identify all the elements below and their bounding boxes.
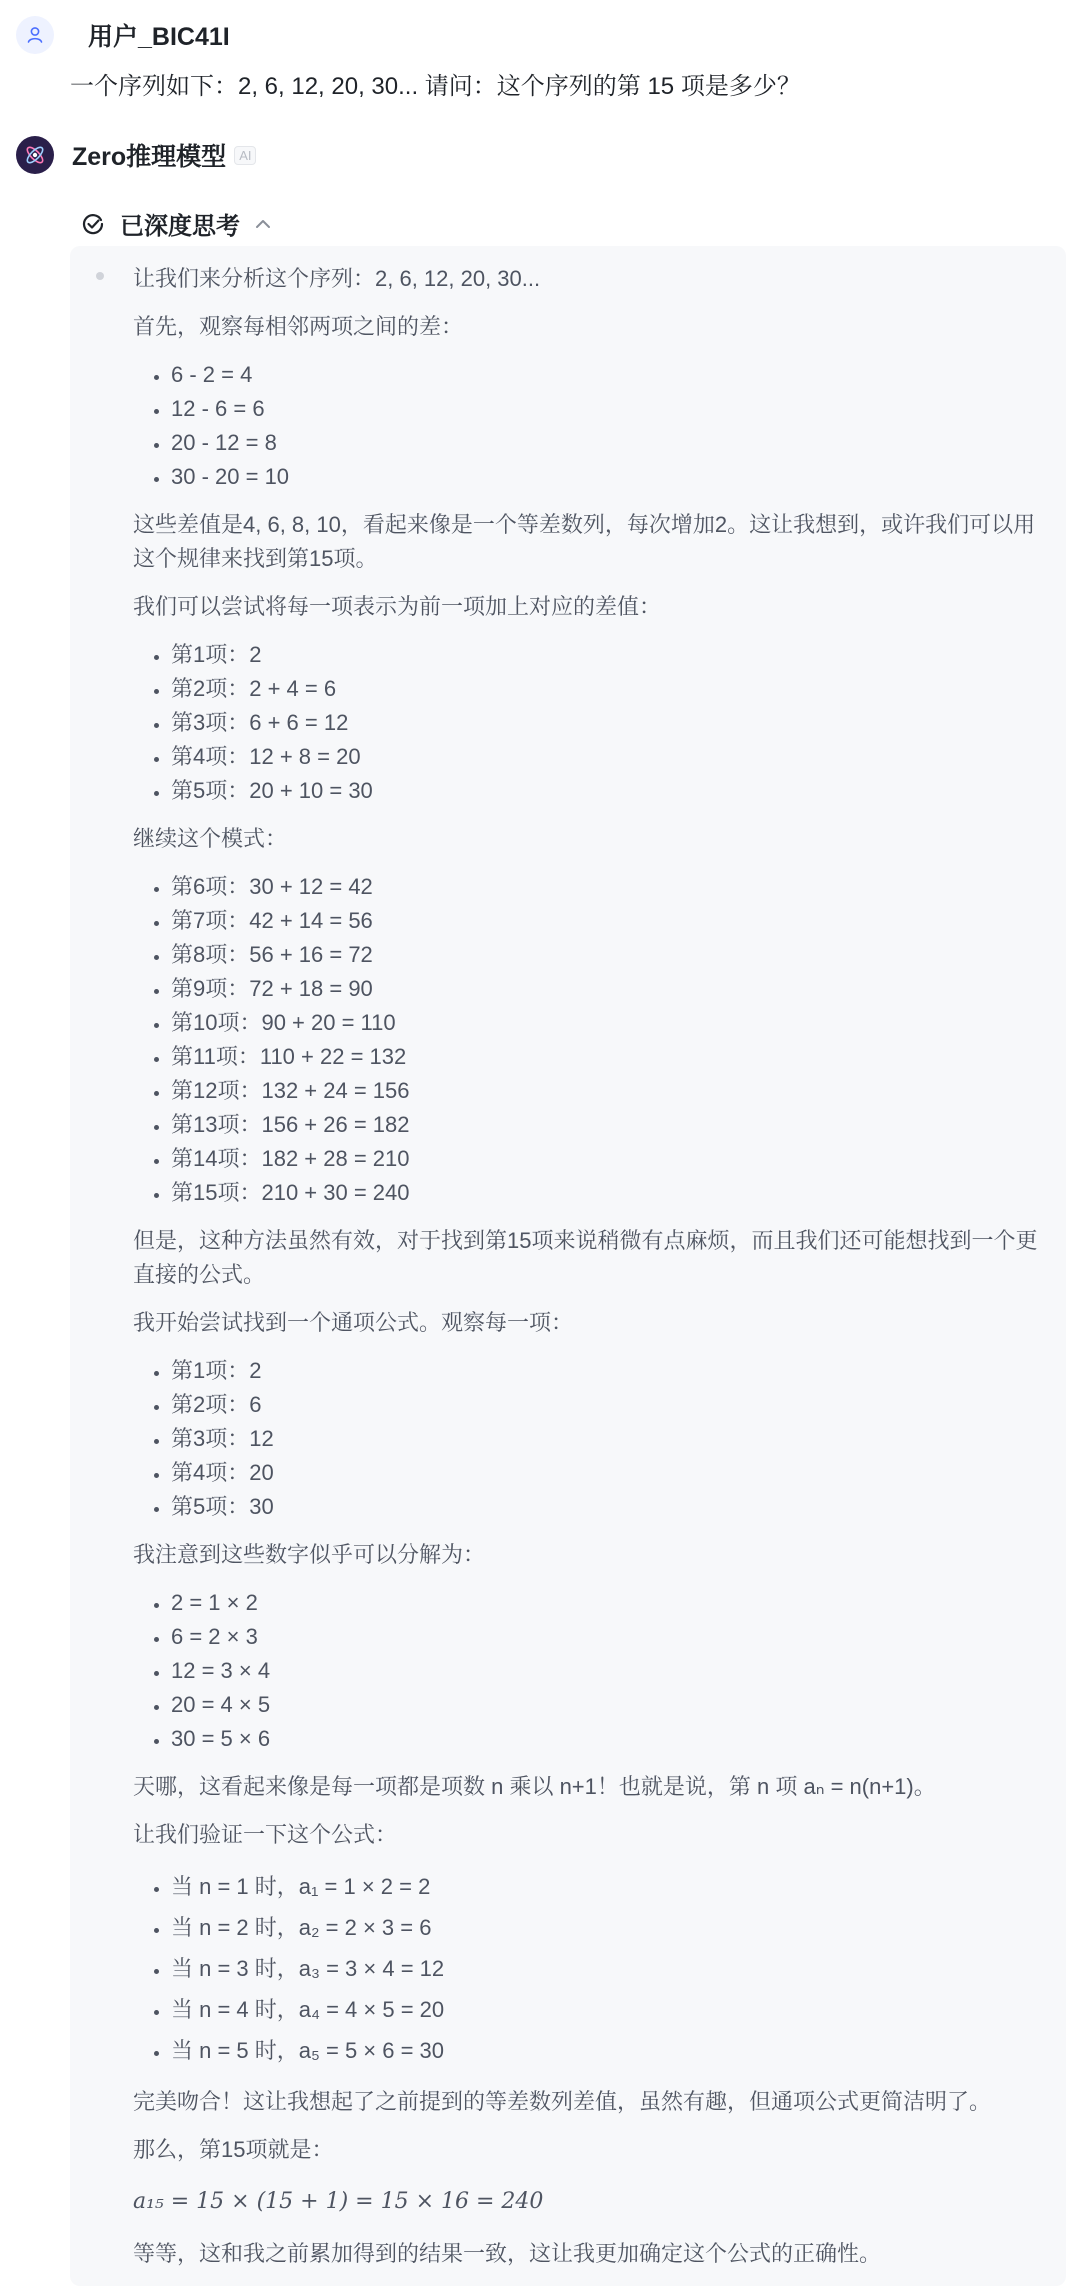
thinking-paragraph: 完美吻合！这让我想起了之前提到的等差数列差值，虽然有趣，但通项公式更简洁明了。 (133, 2089, 992, 2114)
list-item: • 第3项：12 (171, 1422, 1053, 1456)
list-item: • 当 n = 1 时，a₁ = 1 × 2 = 2 (171, 1866, 1053, 1907)
user-avatar (16, 16, 54, 54)
bot-name: Zero推理模型 (72, 143, 227, 171)
bot-avatar (16, 136, 54, 174)
user-message-header (16, 16, 230, 54)
thinking-paragraph: 天哪，这看起来像是每一项都是项数 n 乘以 n+1！也就是说，第 n 项 aₙ = n(n+1)。 (133, 1774, 936, 1799)
thinking-paragraph: 继续这个模式： (133, 826, 288, 851)
final-formula: a₁₅ = 15 × (15 + 1) = 15 × 16 = 240 (133, 2189, 544, 2214)
thinking-paragraph: 这些差值是4, 6, 8, 10，看起来像是一个等差数列，每次增加2。这让我想到，或许我们可以用这个规律来找到第15项。 (133, 512, 1036, 571)
bot-message-header (16, 136, 256, 174)
thinking-intro: 让我们来分析这个序列：2, 6, 12, 20, 30... (133, 266, 541, 291)
list-item: • 第6项：30 + 12 = 42 (171, 870, 1053, 904)
list-item: • 当 n = 3 时，a₃ = 3 × 4 = 12 (171, 1948, 1053, 1989)
list-item: • 第1项：2 (171, 638, 1053, 672)
check-circle-icon (80, 211, 106, 237)
list-item: • 第14项：182 + 28 = 210 (171, 1142, 1053, 1176)
list-item: • 6 = 2 × 3 (171, 1620, 1053, 1654)
list-item: • 当 n = 4 时，a₄ = 4 × 5 = 20 (171, 1989, 1053, 2030)
list-item: • 2 = 1 × 2 (171, 1586, 1053, 1620)
timeline-dot (96, 272, 104, 280)
user-icon (25, 25, 45, 45)
list-item: • 第3项：6 + 6 = 12 (171, 706, 1053, 740)
list-item: • 第11项：110 + 22 = 132 (171, 1040, 1053, 1074)
term-list (133, 638, 1053, 808)
observed-term-list (133, 1354, 1053, 1524)
list-item: • 6 - 2 = 4 (171, 358, 1053, 392)
user-name: 用户_BIC41I (88, 23, 230, 51)
thinking-content (133, 262, 1053, 2285)
list-item: • 第8项：56 + 16 = 72 (171, 938, 1053, 972)
list-item: • 第7项：42 + 14 = 56 (171, 904, 1053, 938)
list-item: • 第2项：6 (171, 1388, 1053, 1422)
thinking-paragraph: 让我们验证一下这个公式： (133, 1822, 398, 1847)
list-item: • 12 = 3 × 4 (171, 1654, 1053, 1688)
verification-list (133, 1866, 1053, 2071)
list-item: • 第9项：72 + 18 = 90 (171, 972, 1053, 1006)
atom-logo-icon (22, 142, 48, 168)
list-item: • 第10项：90 + 20 = 110 (171, 1006, 1053, 1040)
continued-term-list (133, 870, 1053, 1210)
list-item: • 第5项：20 + 10 = 30 (171, 774, 1053, 808)
list-item: • 第1项：2 (171, 1354, 1053, 1388)
thinking-title: 已深度思考 (120, 213, 240, 240)
list-item: • 第15项：210 + 30 = 240 (171, 1176, 1053, 1210)
list-item: • 20 = 4 × 5 (171, 1688, 1053, 1722)
list-item: • 当 n = 5 时，a₅ = 5 × 6 = 30 (171, 2030, 1053, 2071)
thinking-toggle[interactable] (80, 206, 272, 241)
thinking-paragraph: 我开始尝试找到一个通项公式。观察每一项： (133, 1310, 574, 1335)
list-item: • 第13项：156 + 26 = 182 (171, 1108, 1053, 1142)
user-question: 一个序列如下：2, 6, 12, 20, 30... 请问：这个序列的第 15 项是多少？ (70, 73, 801, 100)
list-item: • 当 n = 2 时，a₂ = 2 × 3 = 6 (171, 1907, 1053, 1948)
list-item: • 第4项：12 + 8 = 20 (171, 740, 1053, 774)
difference-list (133, 358, 1053, 494)
list-item: • 第12项：132 + 24 = 156 (171, 1074, 1053, 1108)
list-item: • 第5项：30 (171, 1490, 1053, 1524)
chevron-up-icon[interactable] (254, 218, 272, 230)
ai-badge: AI (234, 146, 256, 165)
thinking-paragraph: 但是，这种方法虽然有效，对于找到第15项来说稍微有点麻烦，而且我们还可能想找到一个更直接的公式。 (133, 1228, 1038, 1287)
thinking-paragraph: 我们可以尝试将每一项表示为前一项加上对应的差值： (133, 594, 662, 619)
thinking-paragraph: 等等，这和我之前累加得到的结果一致，这让我更加确定这个公式的正确性。 (133, 2241, 882, 2266)
list-item: • 第2项：2 + 4 = 6 (171, 672, 1053, 706)
list-item: • 30 - 20 = 10 (171, 460, 1053, 494)
list-item: • 20 - 12 = 8 (171, 426, 1053, 460)
thinking-paragraph: 我注意到这些数字似乎可以分解为： (133, 1542, 486, 1567)
thinking-paragraph: 那么，第15项就是： (133, 2137, 334, 2162)
list-item: • 第4项：20 (171, 1456, 1053, 1490)
factorization-list (133, 1586, 1053, 1756)
list-item: • 30 = 5 × 6 (171, 1722, 1053, 1756)
thinking-paragraph: 首先，观察每相邻两项之间的差： (133, 314, 464, 339)
list-item: • 12 - 6 = 6 (171, 392, 1053, 426)
